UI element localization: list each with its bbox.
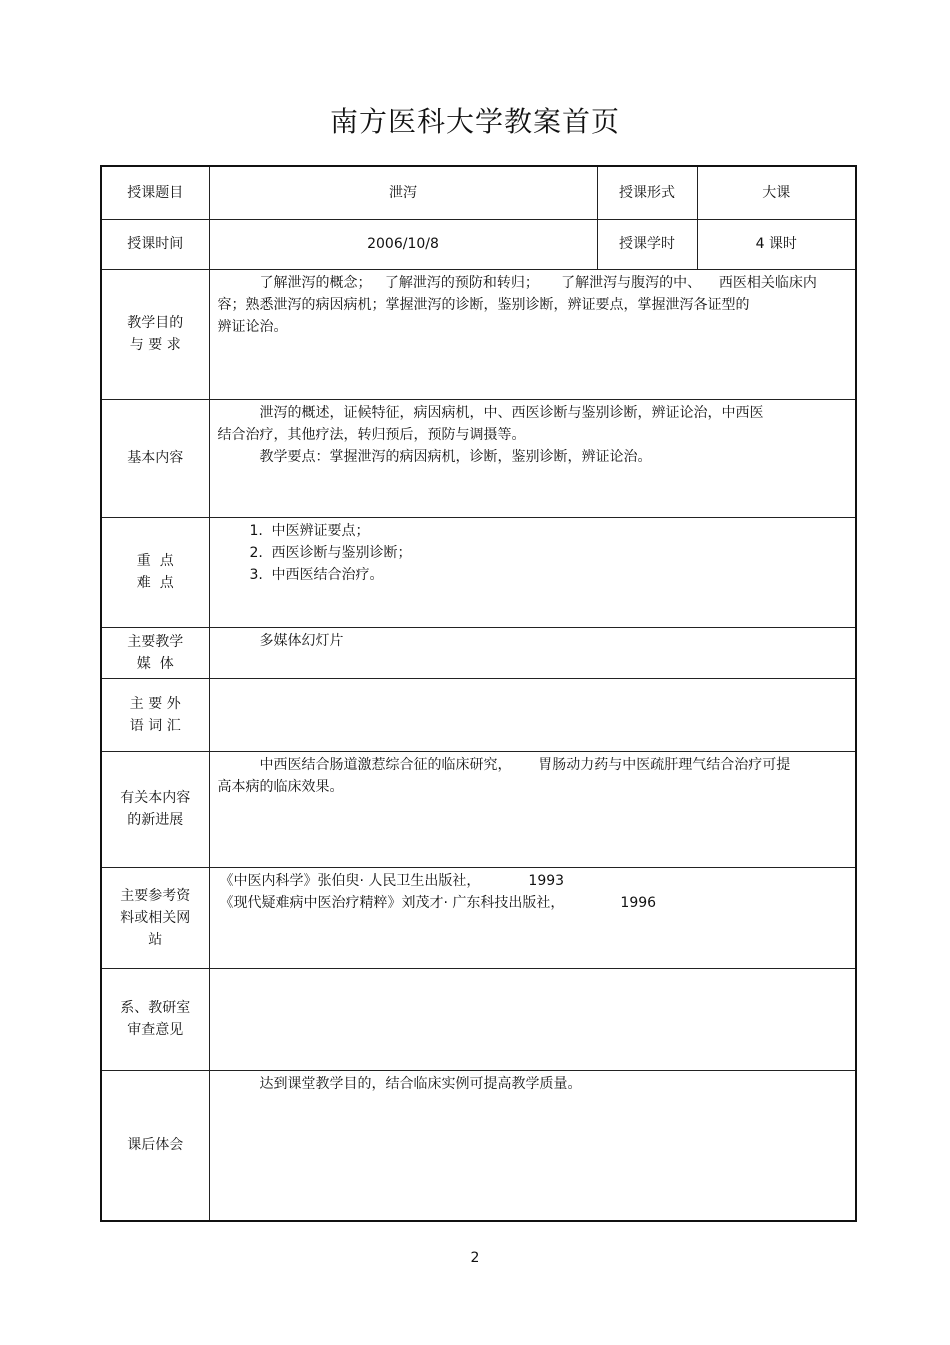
progress-content — [209, 751, 856, 867]
key-point-text: 中医辨证要点； — [271, 522, 370, 539]
key-point-item — [250, 542, 856, 564]
vocabulary-label — [101, 678, 209, 751]
row-objectives — [101, 269, 856, 399]
page-title: 南方医科大学教案首页 — [329, 105, 620, 138]
progress-label — [101, 751, 209, 867]
row-topic — [101, 166, 856, 219]
row-basic-content — [101, 399, 856, 517]
row-media — [101, 627, 856, 678]
row-progress — [101, 751, 856, 867]
reference-item — [220, 870, 848, 892]
basic-content-line: 教学要点：掌握泄泻的病因病机，诊断，鉴别诊断，辨证论治。 — [259, 448, 652, 465]
review-label — [101, 968, 209, 1070]
reference-year: 1996 — [620, 894, 657, 911]
row-reflection — [101, 1070, 856, 1221]
reflection-content — [209, 1070, 856, 1221]
media-label-line1: 主要教学 — [127, 633, 184, 650]
vocabulary-label-line1: 主 要 外 — [129, 695, 181, 712]
key-point-num: 2. — [249, 544, 263, 561]
hours-value: 4 课时 — [697, 219, 856, 269]
reflection-value: 达到课堂教学目的，结合临床实例可提高教学质量。 — [259, 1075, 582, 1092]
review-label-line2: 审查意见 — [127, 1022, 184, 1038]
objectives-label-line2: 与 要 求 — [129, 337, 181, 353]
review-content — [209, 968, 856, 1070]
references-label-line3: 站 — [148, 931, 163, 948]
row-references — [101, 867, 856, 968]
reference-text: 《现代疑难病中医治疗精粹》刘茂才· 广东科技出版社， — [219, 894, 565, 911]
reference-year: 1993 — [528, 872, 565, 889]
row-time — [101, 219, 856, 269]
objectives-label-line1: 教学目的 — [127, 315, 184, 331]
media-label — [101, 627, 209, 678]
objectives-label — [101, 269, 209, 399]
media-content — [209, 627, 856, 678]
objectives-line: 容；熟悉泄泻的病因病机；掌握泄泻的诊断，鉴别诊断，辨证要点，掌握泄泻各证型的 — [217, 296, 750, 313]
row-vocabulary — [101, 678, 856, 751]
progress-line: 中西医结合肠道激惹综合征的临床研究， 胃肠动力药与中医疏肝理气结合治疗可提 — [259, 756, 791, 773]
media-value: 多媒体幻灯片 — [259, 632, 344, 649]
form-value: 大课 — [697, 166, 856, 219]
key-points-label-line1: 重 点 — [136, 553, 174, 569]
references-label — [101, 867, 209, 968]
progress-label-line1: 有关本内容 — [120, 790, 191, 806]
references-label-line1: 主要参考资 — [120, 887, 191, 904]
row-key-points — [101, 517, 856, 627]
key-points-label — [101, 517, 209, 627]
progress-label-line2: 的新进展 — [127, 812, 184, 828]
basic-content-line: 结合治疗，其他疗法，转归预后，预防与调摄等。 — [217, 426, 526, 443]
form-label: 授课形式 — [597, 166, 697, 219]
topic-value: 泄泻 — [209, 166, 597, 219]
key-point-item — [250, 520, 856, 542]
key-point-num: 3. — [249, 566, 263, 583]
time-value: 2006/10/8 — [209, 219, 597, 269]
objectives-line: 了解泄泻的概念； 了解泄泻的预防和转归； 了解泄泻与腹泻的中、 西医相关临床内 — [259, 274, 817, 291]
time-label: 授课时间 — [101, 219, 209, 269]
references-content — [209, 867, 856, 968]
objectives-content — [209, 269, 856, 399]
reference-text: 《中医内科学》张伯臾· 人民卫生出版社， — [219, 872, 481, 889]
hours-label: 授课学时 — [597, 219, 697, 269]
basic-content-line: 泄泻的概述，证候特征，病因病机，中、西医诊断与鉴别诊断，辨证论治，中西医 — [259, 404, 764, 421]
lesson-plan-table — [100, 165, 857, 1222]
topic-label: 授课题目 — [101, 166, 209, 219]
reflection-label: 课后体会 — [101, 1070, 209, 1221]
vocabulary-label-line2: 语 词 汇 — [129, 717, 181, 734]
key-point-num: 1. — [249, 522, 263, 539]
review-label-line1: 系、教研室 — [120, 1000, 191, 1016]
key-point-item — [250, 564, 856, 586]
key-points-content — [209, 517, 856, 627]
basic-content-content — [209, 399, 856, 517]
key-point-text: 西医诊断与鉴别诊断； — [271, 544, 412, 561]
progress-line: 高本病的临床效果。 — [217, 778, 344, 795]
reference-item — [220, 892, 848, 914]
row-review — [101, 968, 856, 1070]
vocabulary-content — [209, 678, 856, 751]
media-label-line2: 媒 体 — [136, 655, 174, 672]
basic-content-label: 基本内容 — [101, 399, 209, 517]
page-number: 2 — [470, 1250, 480, 1266]
key-point-text: 中西医结合治疗。 — [271, 566, 384, 583]
references-label-line2: 料或相关网 — [120, 909, 191, 926]
objectives-line: 辨证论治。 — [217, 318, 288, 335]
key-points-label-line2: 难 点 — [136, 575, 174, 591]
